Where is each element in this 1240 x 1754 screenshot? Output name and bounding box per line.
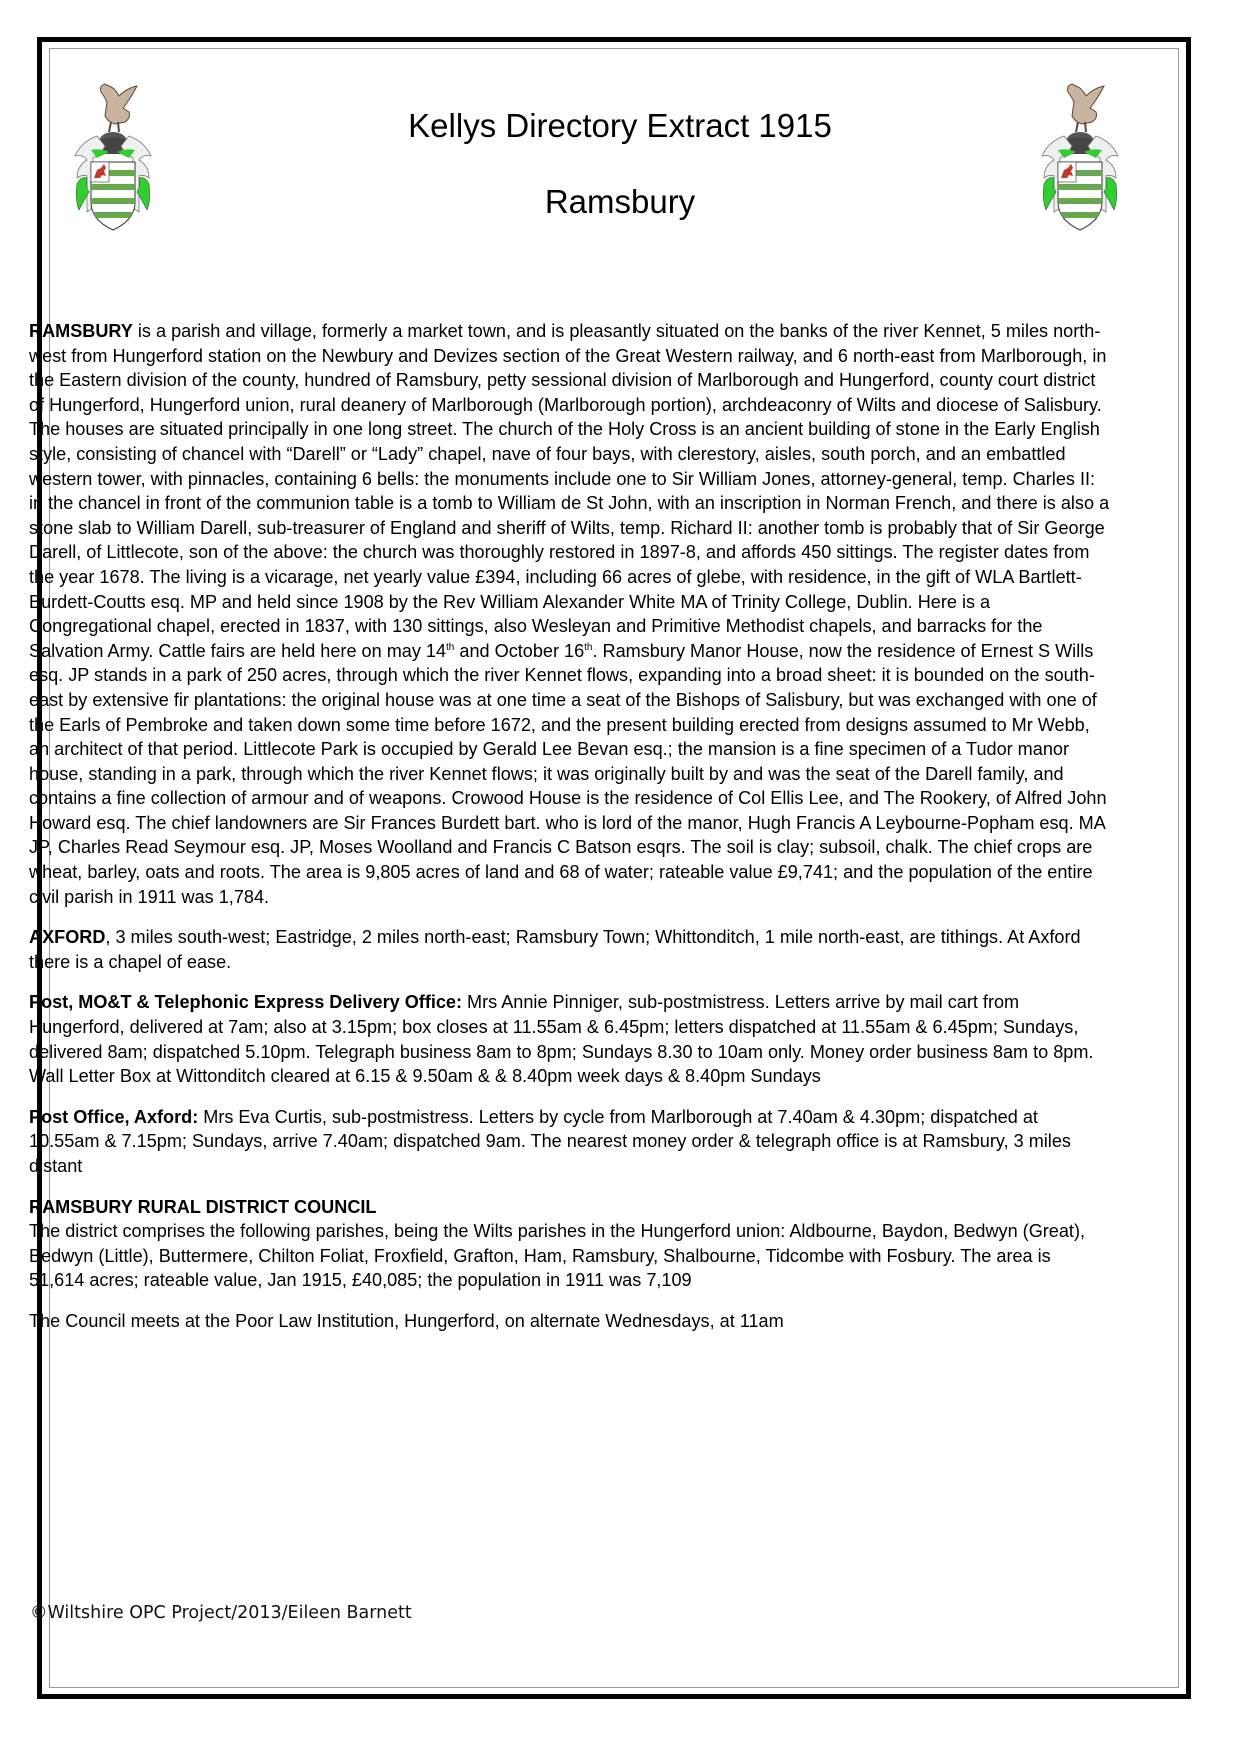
paragraph-text: The Council meets at the Poor Law Institution, Hungerford, on alternate Wednesdays, at 11am (29, 1310, 784, 1331)
paragraph-text: and October 16 (454, 640, 585, 661)
paragraph-post-office-axford (29, 1105, 1111, 1179)
document-body (29, 319, 1111, 1350)
paragraph-text: , 3 miles south-west; Eastridge, 2 miles north-east; Ramsbury Town; Whittonditch, 1 mile north-east, are tithings. At Axford there is a chapel of ease. (29, 927, 1081, 972)
paragraph-text: . Ramsbury Manor House, now the residence of Ernest S Wills esq. JP stands in a park of 250 acres, through which the river Kennet flows, expanding into a broad sheet: it is bounded on the south-east by extensive fir plantations: the original house was at one time a seat of the Bishops of Salisbury, but was exchanged with one of the Earls of Pembroke and taken down some time before 1672, and the present building erected from designs assumed to Mr Webb, an architect of that period. Littlecote Park is occupied by Gerald Lee Bevan esq.; the mansion is a fine specimen of a Tudor manor house, standing in a park, through which the river Kennet flows; it was originally built by and was the seat of the Darell family, and contains a fine collection of armour and of weapons. Crowood House is the residence of Col Ellis Lee, and The Rookery, of Alfred John Howard esq. The chief landowners are Sir Frances Burdett bart. who is lord of the manor, Hugh Francis A Leybourne-Popham esq. MA JP, Charles Read Seymour esq. JP, Moses Woolland and Francis C Batson esqrs. The soil is clay; subsoil, chalk. The chief crops are wheat, barley, oats and roots. The area is 9,805 acres of land and 68 of water; rateable value £9,741; and the population of the entire civil parish in 1911 was 1,784. (29, 640, 1107, 907)
paragraph-text: Mrs Annie Pinniger, sub-postmistress. Letters arrive by mail cart from Hungerford, delivered at 7am; also at 3.15pm; box closes at 11.55am & 6.45pm; letters dispatched at 11.55am & 6.45pm; Sundays, delivered 8am; dispatched 5.10pm. Telegraph business 8am to 8pm; Sundays 8.30 to 10am only. Money order business 8am to 8pm. Wall Letter Box at Wittonditch cleared at 6.15 & 9.50am & & 8.40pm week days & 8.40pm Sundays (29, 992, 1094, 1087)
paragraph-council-meeting (29, 1309, 1111, 1334)
heading-axford: AXFORD (29, 927, 106, 948)
superscript: th (584, 641, 593, 653)
copyright-footer: ©Wiltshire OPC Project/2013/Eileen Barnett (30, 1603, 412, 1623)
paragraph-text: Mrs Eva Curtis, sub-postmistress. Letters by cycle from Marlborough at 7.40am & 4.30pm; dispatched at 10.55am & 7.15pm; Sundays, arrive 7.40am; dispatched 9am. The nearest money order & telegraph office is at Ramsbury, 3 miles distant (29, 1106, 1071, 1176)
paragraph-ramsbury (29, 319, 1111, 909)
paragraph-axford (29, 925, 1111, 974)
paragraph-text: The district comprises the following parishes, being the Wilts parishes in the Hungerford union: Aldbourne, Baydon, Bedwyn (Great), Bedwyn (Little), Buttermere, Chilton Foliat, Froxfield, Grafton, Ham, Ramsbury, Shalbourne, Tidcombe with Fosbury. The area is 51,614 acres; rateable value, Jan 1915, £40,085; the population in 1911 was 7,109 (29, 1221, 1086, 1291)
page-title: Kellys Directory Extract 1915 (408, 107, 832, 144)
paragraph-post-office (29, 990, 1111, 1088)
page-subtitle: Ramsbury (544, 183, 696, 220)
heading-council: RAMSBURY RURAL DISTRICT COUNCIL (29, 1196, 377, 1217)
paragraph-text: is a parish and village, formerly a market town, and is pleasantly situated on the banks of the river Kennet, 5 miles north-west from Hungerford station on the Newbury and Devizes section of the Great Western railway, and 6 north-east from Marlborough, in the Eastern division of the county, hundred of Ramsbury, petty sessional division of Marlborough and Hungerford, county court district of Hungerford, Hungerford union, rural deanery of Marlborough (Marlborough portion), archdeaconry of Wilts and diocese of Salisbury. The houses are situated principally in one long street. The church of the Holy Cross is an ancient building of stone in the Early English style, consisting of chancel with “Darell” or “Lady” chapel, nave of four bays, with clerestory, aisles, south porch, and an embattled western tower, with pinnacles, containing 6 bells: the monuments include one to Sir William Jones, attorney-general, temp. Charles II: in the chancel in front of the communion table is a tomb to William de St John, with an inscription in Norman French, and there is also a stone slab to William Darell, sub-treasurer of England and sheriff of Wilts, temp. Richard II: another tomb is probably that of Sir George Darell, of Littlecote, son of the above: the church was thoroughly restored in 1897-8, and affords 450 sittings. The register dates from the year 1678. The living is a vicarage, net yearly value £394, including 66 acres of glebe, with residence, in the gift of WLA Bartlett-Burdett-Coutts esq. MP and held since 1908 by the Rev William Alexander White MA of Trinity College, Dublin. Here is a Congregational chapel, erected in 1837, with 130 sittings, also Wesleyan and Primitive Methodist chapels, and barracks for the Salvation Army. Cattle fairs are held here on may 14 (29, 321, 1110, 661)
heading-post-office-axford: Post Office, Axford: (29, 1106, 199, 1127)
heading-post-office: Post, MO&T & Telephonic Express Delivery Office: (29, 992, 463, 1013)
paragraph-council (29, 1195, 1111, 1293)
heading-ramsbury: RAMSBURY (29, 321, 133, 341)
superscript: th (446, 641, 455, 653)
